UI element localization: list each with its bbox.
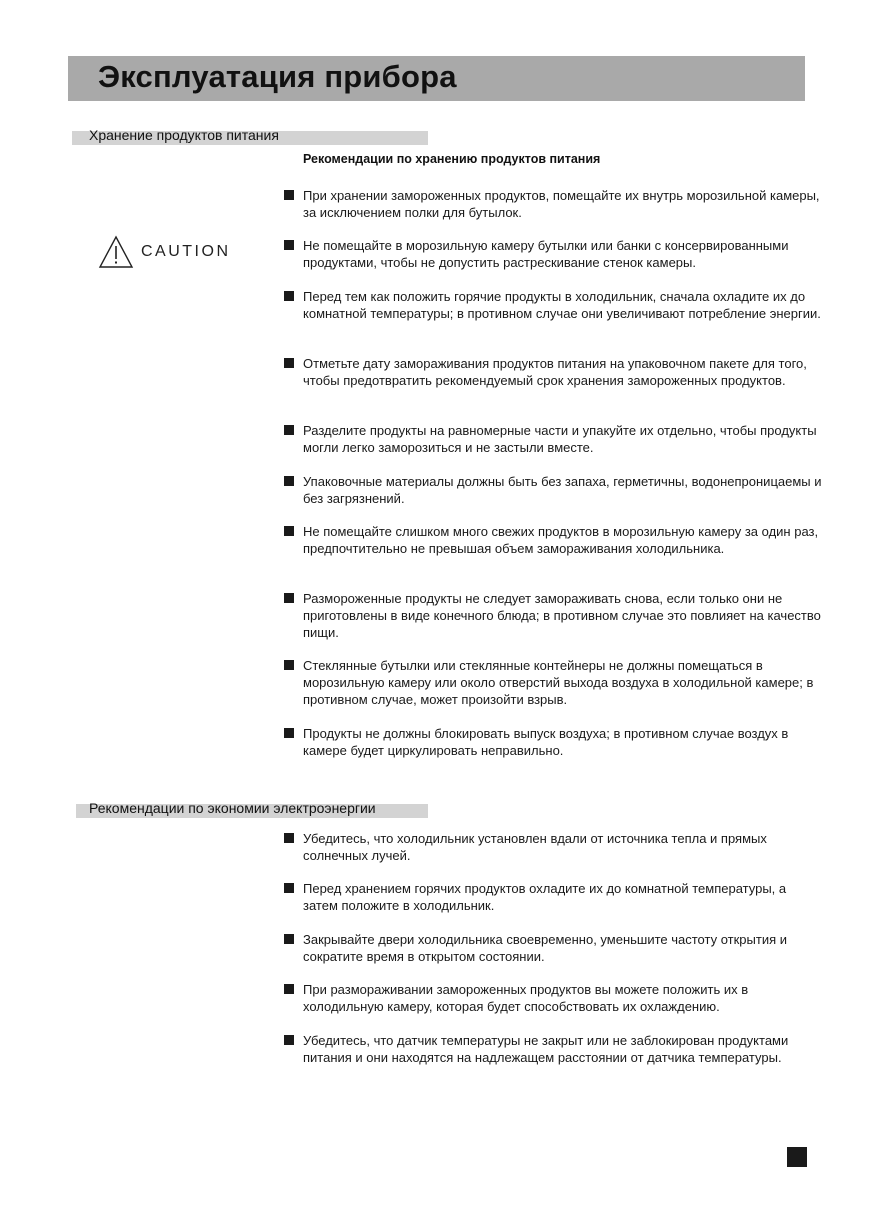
list-item-text: Убедитесь, что датчик температуры не закрыт или не заблокирован продуктами питания и они находятся на надлежащем расстоянии от датчика температуры. [303, 1033, 789, 1065]
bullet-square-icon [284, 358, 294, 368]
bullet-square-icon [284, 526, 294, 536]
bullet-square-icon [284, 190, 294, 200]
caution-notice [98, 234, 231, 270]
bullet-square-icon [284, 425, 294, 435]
list-item-text: Стеклянные бутылки или стеклянные контейнеры не должны помещаться в морозильную камеру или около отверстий выхода воздуха в холодильной камере; в противном случае, может произойти взрыв. [303, 658, 814, 707]
section-heading-storage: Хранение продуктов питания [89, 127, 279, 143]
warning-triangle-icon [98, 235, 134, 269]
list-item-text: Убедитесь, что холодильник установлен вдали от источника тепла и прямых солнечных лучей. [303, 831, 767, 863]
list-item-text: При хранении замороженных продуктов, помещайте их внутрь морозильной камеры, за исключением полки для бутылок. [303, 188, 820, 220]
list-item-text: Не помещайте слишком много свежих продуктов в морозильную камеру за один раз, предпочтительно не превышая объем замораживания холодильника. [303, 524, 819, 556]
bullet-square-icon [284, 934, 294, 944]
storage-subheading: Рекомендации по хранению продуктов питания [303, 152, 601, 166]
bullet-square-icon [284, 660, 294, 670]
caution-label: CAUTION [141, 243, 231, 260]
bullet-square-icon [284, 240, 294, 250]
list-item-text: Отметьте дату замораживания продуктов питания на упаковочном пакете для того, чтобы предотвратить рекомендуемый срок хранения замороженных продуктов. [303, 356, 807, 388]
list-item-text: При размораживании замороженных продуктов вы можете положить их в холодильную камеру, которая будет способствовать их охлаждению. [303, 982, 749, 1014]
list-item-text: Размороженные продукты не следует замораживать снова, если только они не приготовлены в виде конечного блюда; в противном случае это повлияет на качество пищи. [303, 591, 821, 640]
list-item-text: Разделите продукты на равномерные части и упакуйте их отдельно, чтобы продукты могли легко заморозиться и не застыли вместе. [303, 423, 817, 455]
page-title: Эксплуатация прибора [98, 59, 457, 94]
bullet-square-icon [284, 593, 294, 603]
list-item-text: Перед тем как положить горячие продукты в холодильник, сначала охладите их до комнатной температуры; в противном случае они увеличивают потребление энергии. [303, 289, 821, 321]
bullet-square-icon [284, 833, 294, 843]
title-bar [68, 56, 805, 101]
list-item-text: Перед хранением горячих продуктов охладите их до комнатной температуры, а затем положите в холодильник. [303, 881, 787, 913]
bullet-square-icon [284, 728, 294, 738]
bullet-square-icon [284, 1035, 294, 1045]
section-heading-energy: Рекомендации по экономии электроэнергии [89, 800, 376, 816]
bullet-square-icon [284, 476, 294, 486]
list-item-text: Продукты не должны блокировать выпуск воздуха; в противном случае воздух в камере будет циркулировать неправильно. [303, 726, 789, 758]
bullet-square-icon [284, 291, 294, 301]
list-item-text: Не помещайте в морозильную камеру бутылки или банки с консервированными продуктами, чтобы не допустить растрескивание стенок камеры. [303, 238, 789, 270]
bullet-square-icon [284, 883, 294, 893]
bullet-square-icon [284, 984, 294, 994]
list-item-text: Упаковочные материалы должны быть без запаха, герметичны, водонепроницаемы и без загрязнений. [303, 474, 822, 506]
page-marker-square [787, 1147, 807, 1167]
list-item-text: Закрывайте двери холодильника своевременно, уменьшите частоту открытия и сократите время в открытом состоянии. [303, 932, 787, 964]
